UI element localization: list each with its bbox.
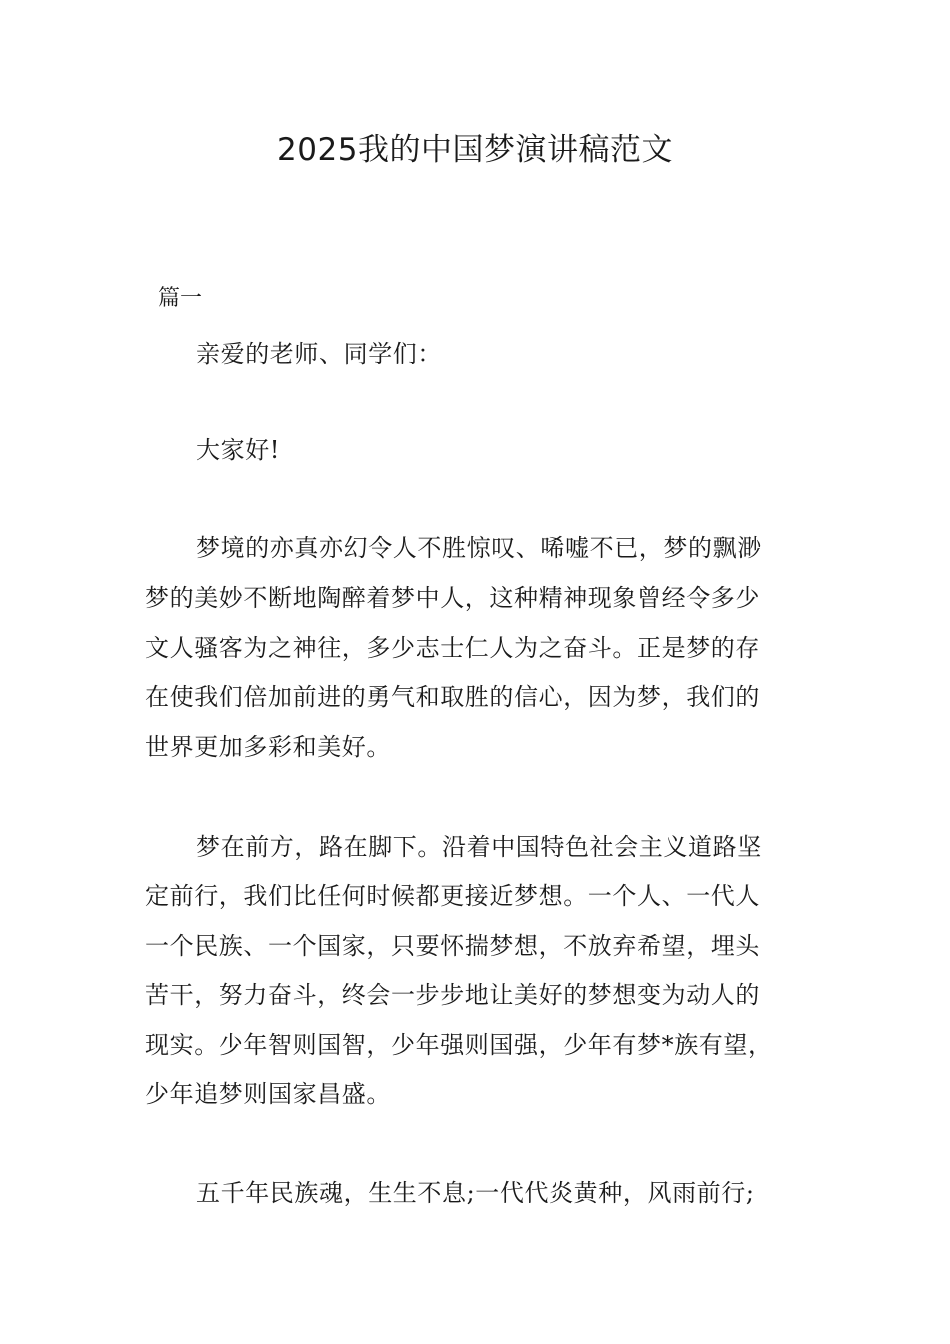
hello-line: 大家好!	[196, 436, 281, 464]
paragraph1-line-1: 梦境的亦真亦幻令人不胜惊叹、唏嘘不已，梦的飘渺	[196, 534, 762, 562]
paragraph2-line-4: 苦干，努力奋斗，终会一步步地让美好的梦想变为动人的	[145, 981, 760, 1009]
paragraph3-line-1: 五千年民族魂，生生不息;一代代炎黄种，风雨前行;	[196, 1179, 755, 1207]
paragraph2-line-5: 现实。少年智则国智，少年强则国强，少年有梦*族有望，	[145, 1031, 773, 1059]
paragraph2-line-2: 定前行，我们比任何时候都更接近梦想。一个人、一代人	[145, 882, 760, 910]
paragraph2-line-6: 少年追梦则国家昌盛。	[145, 1080, 391, 1108]
paragraph1-line-3: 文人骚客为之神往，多少志士仁人为之奋斗。正是梦的存	[145, 634, 760, 662]
paragraph1-line-4: 在使我们倍加前进的勇气和取胜的信心，因为梦，我们的	[145, 683, 760, 711]
section-label: 篇一	[158, 286, 203, 311]
paragraph2-line-1: 梦在前方，路在脚下。沿着中国特色社会主义道路坚	[196, 833, 762, 861]
paragraph1-line-5: 世界更加多彩和美好。	[145, 733, 391, 761]
greeting-line: 亲爱的老师、同学们：	[196, 340, 442, 368]
paragraph1-line-2: 梦的美妙不断地陶醉着梦中人，这种精神现象曾经令多少	[145, 584, 760, 612]
paragraph2-line-3: 一个民族、一个国家，只要怀揣梦想，不放弃希望，埋头	[145, 932, 760, 960]
document-title: 2025我的中国梦演讲稿范文	[277, 132, 673, 168]
